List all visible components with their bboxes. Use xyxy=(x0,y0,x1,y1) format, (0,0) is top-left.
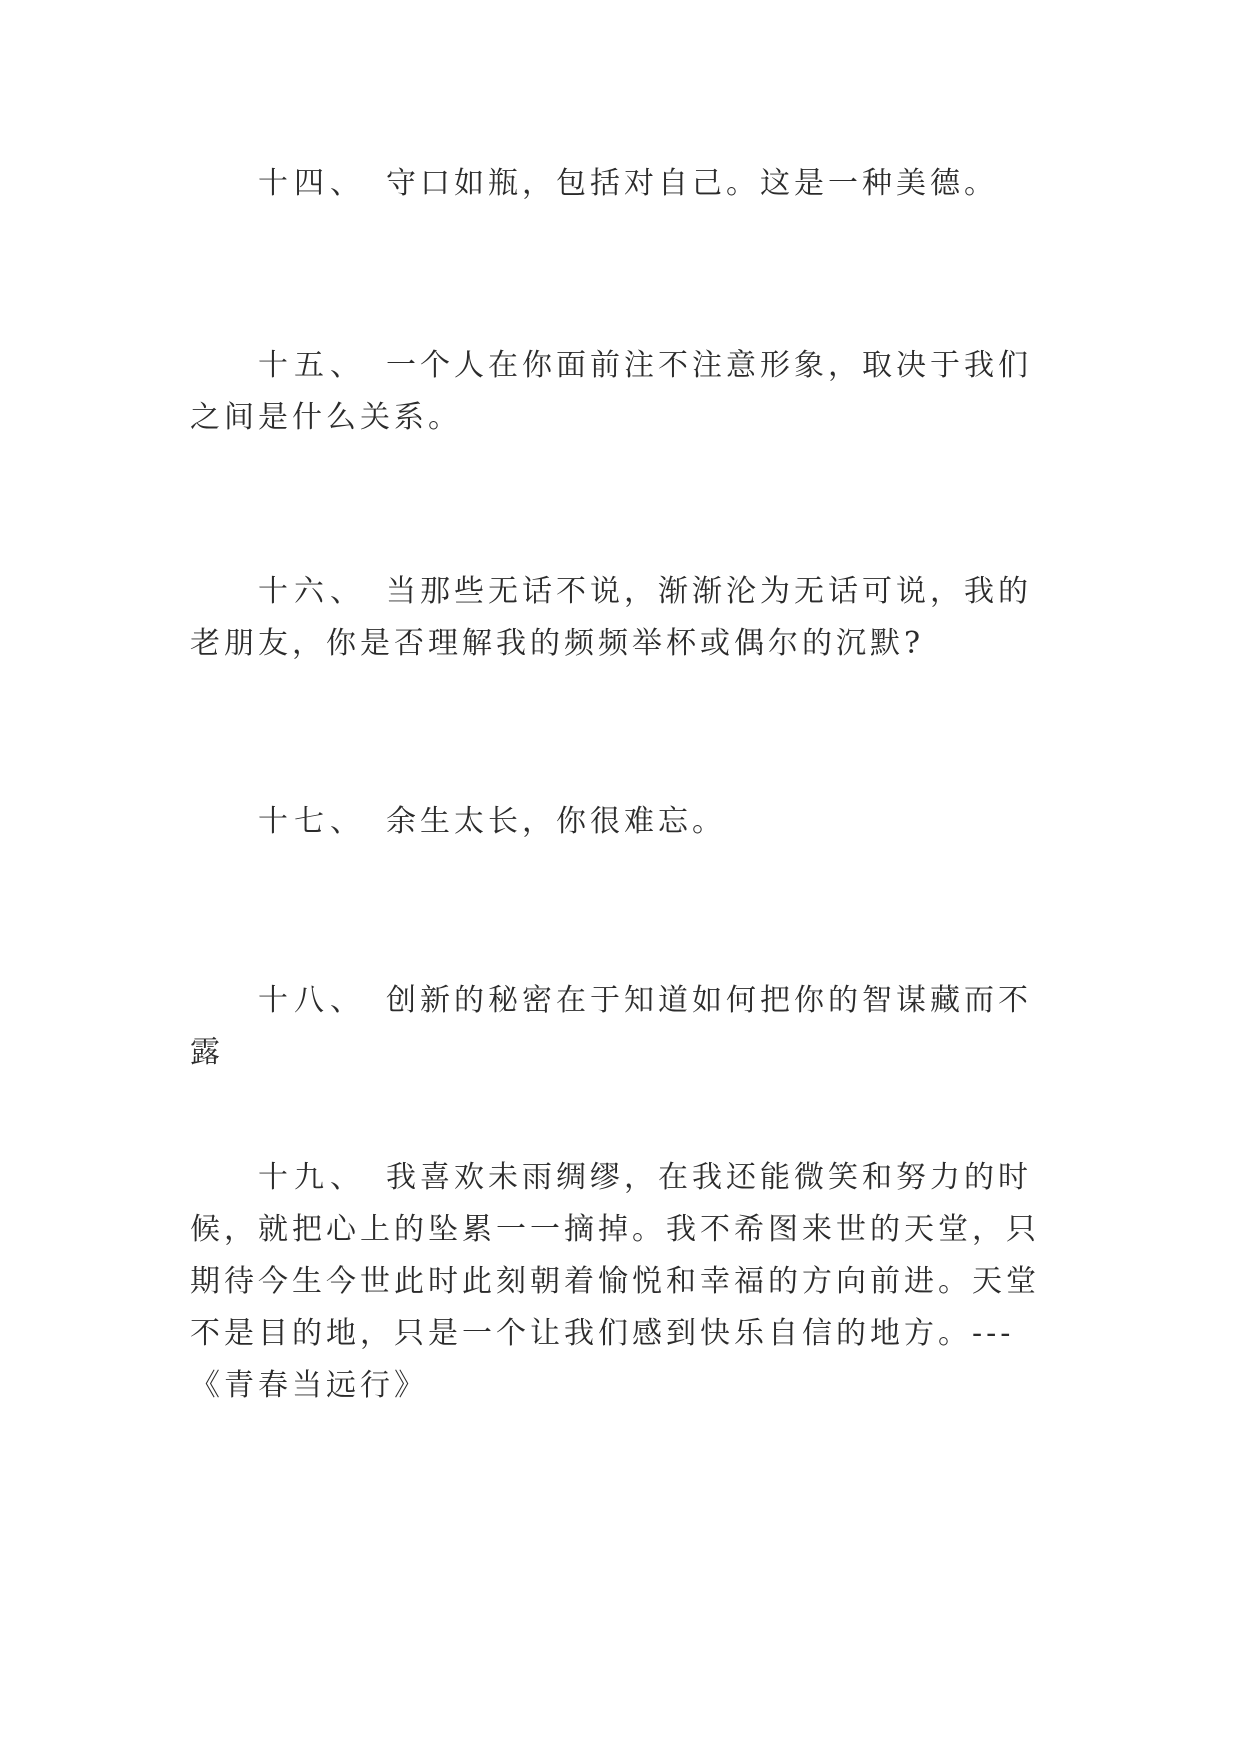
paragraph-number: 十七、 xyxy=(258,804,366,839)
paragraph-15 xyxy=(190,340,1055,444)
paragraph-number: 十六、 xyxy=(258,574,366,609)
paragraph-17 xyxy=(190,796,1055,848)
paragraph-18 xyxy=(190,975,1055,1079)
paragraph-text: 余生太长，你很难忘。 xyxy=(386,804,726,839)
paragraph-14 xyxy=(190,158,1055,210)
paragraph-text: 守口如瓶，包括对自己。这是一种美德。 xyxy=(386,166,998,201)
paragraph-number: 十四、 xyxy=(258,166,366,201)
paragraph-text: 创新的秘密在于知道如何把你的智谋藏而不露 xyxy=(190,983,1032,1070)
paragraph-number: 十九、 xyxy=(258,1160,366,1195)
paragraph-19 xyxy=(190,1152,1055,1412)
paragraph-text: 一个人在你面前注不注意形象，取决于我们之间是什么关系。 xyxy=(190,348,1032,435)
paragraph-number: 十八、 xyxy=(258,983,366,1018)
paragraph-text: 当那些无话不说，渐渐沦为无话可说，我的老朋友，你是否理解我的频频举杯或偶尔的沉默? xyxy=(190,574,1032,661)
paragraph-16 xyxy=(190,566,1055,670)
paragraph-text: 我喜欢未雨绸缪，在我还能微笑和努力的时候，就把心上的坠累一一摘掉。我不希图来世的天堂，只期待今生今世此时此刻朝着愉悦和幸福的方向前进。天堂不是目的地，只是一个让我们感到快乐自信的地方。---《青春当远行》 xyxy=(190,1160,1040,1403)
paragraph-number: 十五、 xyxy=(258,348,366,383)
